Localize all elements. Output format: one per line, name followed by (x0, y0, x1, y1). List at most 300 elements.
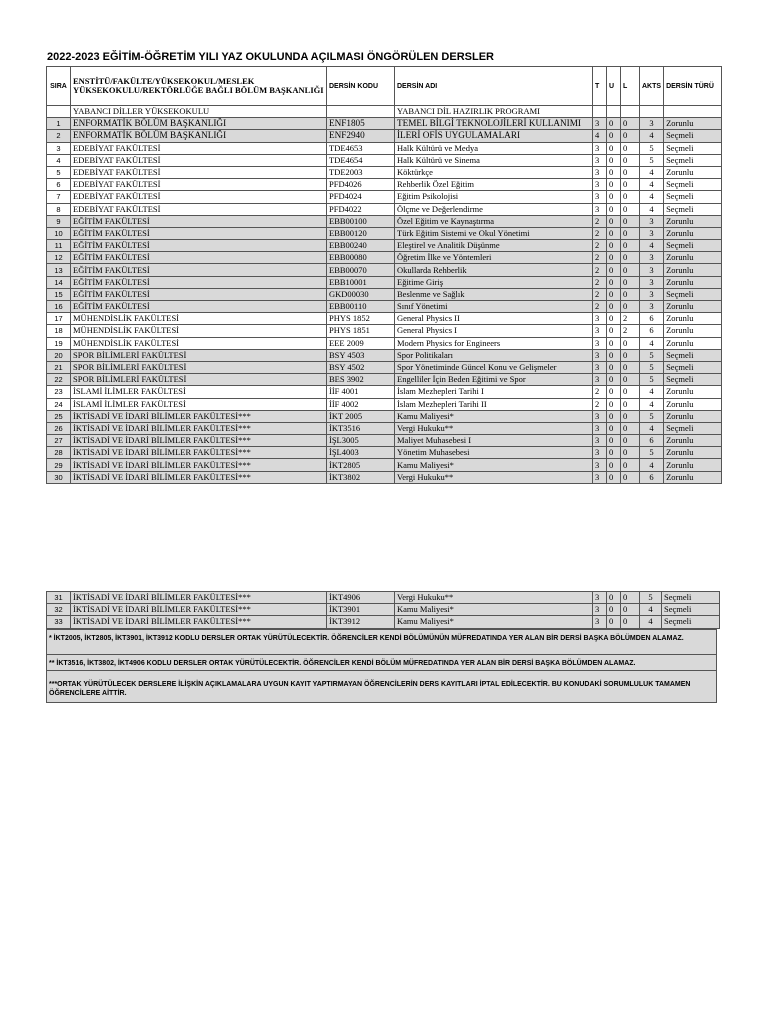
cell-name: Özel Eğitim ve Kaynaştırma (395, 215, 593, 227)
cell-name: Kamu Maliyesi* (395, 604, 593, 616)
cell-faculty: İKTİSADİ VE İDARİ BİLİMLER FAKÜLTESİ*** (71, 604, 327, 616)
cell-sira: 21 (47, 361, 71, 373)
cell-type: Seçmeli (664, 179, 722, 191)
table-row (47, 191, 722, 203)
table-row (47, 142, 722, 154)
cell-akts: 5 (640, 361, 664, 373)
cell-sira: 5 (47, 166, 71, 178)
table-row (47, 361, 722, 373)
cell-type: Seçmeli (662, 604, 720, 616)
cell-t: 3 (593, 459, 607, 471)
cell-l: 0 (621, 471, 640, 483)
table-row (47, 349, 722, 361)
cell-u: 0 (607, 616, 621, 628)
cell-name: Öğretim İlke ve Yöntemleri (395, 252, 593, 264)
cell-type: Zorunlu (664, 410, 722, 422)
cell-faculty: MÜHENDİSLİK FAKÜLTESİ (71, 325, 327, 337)
cell-name: Maliyet Muhasebesi I (395, 435, 593, 447)
table-row (47, 166, 722, 178)
cell-type: Seçmeli (664, 240, 722, 252)
cell-t: 3 (593, 179, 607, 191)
cell-code: EBB00120 (327, 227, 395, 239)
footnote-3: ***ORTAK YÜRÜTÜLECEK DERSLERE İLİŞKİN AÇIKLAMALARA UYGUN KAYIT YAPTIRMAYAN ÖĞRENCİLERİN DERS KAYITLARI İPTAL EDİLECEKTİR. BU KONUDAKİ SORUMLULUK TAMAMEN ÖĞRENCİLERE AİTTİR. (46, 671, 717, 703)
cell-faculty: EĞİTİM FAKÜLTESİ (71, 252, 327, 264)
cell-faculty: EDEBİYAT FAKÜLTESİ (71, 142, 327, 154)
col-header-l: L (621, 67, 640, 106)
cell-t: 3 (593, 410, 607, 422)
cell-u: 0 (607, 386, 621, 398)
cell-faculty: EDEBİYAT FAKÜLTESİ (71, 179, 327, 191)
cell-akts: 4 (640, 398, 664, 410)
cell-type: Seçmeli (664, 142, 722, 154)
cell-type: Zorunlu (664, 227, 722, 239)
cell-t: 2 (593, 240, 607, 252)
table-row (47, 386, 722, 398)
cell-t: 3 (593, 616, 607, 628)
cell-u: 0 (607, 130, 621, 142)
cell-code: İŞL3005 (327, 435, 395, 447)
cell-sira: 30 (47, 471, 71, 483)
cell-l: 0 (621, 447, 640, 459)
col-header-t: T (593, 67, 607, 106)
cell-akts: 6 (640, 325, 664, 337)
cell-t: 3 (593, 349, 607, 361)
cell-l: 0 (621, 386, 640, 398)
cell-sira: 18 (47, 325, 71, 337)
cell-u: 0 (607, 374, 621, 386)
cell-t: 3 (593, 166, 607, 178)
footnote-2: ** İKT3516, İKT3802, İKT4906 KODLU DERSLER ORTAK YÜRÜTÜLECEKTİR. ÖĞRENCİLER KENDİ BÖLÜM MÜFREDATINDA YER ALAN BİR DERSİ BAŞKA BÖLÜMDEN ALAMAZ. (46, 655, 717, 671)
cell-code: PFD4026 (327, 179, 395, 191)
cell-l: 0 (621, 398, 640, 410)
cell-l: 0 (621, 349, 640, 361)
col-header-name: DERSİN ADI (395, 67, 593, 106)
cell-u: 0 (607, 337, 621, 349)
cell-akts: 4 (640, 130, 664, 142)
cell-l: 0 (621, 337, 640, 349)
cell-l: 0 (621, 435, 640, 447)
cell-code: EBB00240 (327, 240, 395, 252)
cell-type: Zorunlu (664, 118, 722, 130)
cell-u: 0 (607, 288, 621, 300)
cell-t: 3 (593, 361, 607, 373)
cell-l: 0 (621, 227, 640, 239)
cell-code: EBB00110 (327, 301, 395, 313)
cell-type: Seçmeli (664, 191, 722, 203)
cell-type: Zorunlu (664, 166, 722, 178)
table-row (47, 398, 722, 410)
cell-code: PHYS 1852 (327, 313, 395, 325)
cell-t: 3 (593, 325, 607, 337)
cell-type: Seçmeli (664, 288, 722, 300)
cell-sira: 31 (47, 592, 71, 604)
cell-faculty: MÜHENDİSLİK FAKÜLTESİ (71, 337, 327, 349)
cell-t: 2 (593, 276, 607, 288)
cell-faculty: İKTİSADİ VE İDARİ BİLİMLER FAKÜLTESİ*** (71, 435, 327, 447)
cell-l: 0 (621, 264, 640, 276)
table-row (47, 616, 720, 628)
cell-u: 0 (607, 276, 621, 288)
cell-code: İKT3516 (327, 422, 395, 434)
cell-code: İİF 4002 (327, 398, 395, 410)
cell-akts: 4 (640, 337, 664, 349)
cell-name: İLERİ OFİS UYGULAMALARI (395, 130, 593, 142)
cell-t: 2 (593, 227, 607, 239)
cell-l: 0 (621, 616, 640, 628)
cell-t: 3 (593, 313, 607, 325)
cell-l: 0 (621, 154, 640, 166)
cell-sira: 29 (47, 459, 71, 471)
table-row (47, 301, 722, 313)
cell-akts: 6 (640, 471, 664, 483)
cell-l: 0 (621, 459, 640, 471)
table-row (47, 288, 722, 300)
cell-l: 0 (621, 288, 640, 300)
cell-sira: 14 (47, 276, 71, 288)
cell-l: 2 (621, 313, 640, 325)
cell-sira: 16 (47, 301, 71, 313)
cell-name: Eleştirel ve Analitik Düşünme (395, 240, 593, 252)
cell-name: Halk Kültürü ve Medya (395, 142, 593, 154)
cell-u: 0 (607, 435, 621, 447)
col-header-akts: AKTS (640, 67, 664, 106)
cell-u: 0 (607, 361, 621, 373)
col-header-faculty: ENSTİTÜ/FAKÜLTE/YÜKSEKOKUL/MESLEK YÜKSEKOKULU/REKTÖRLÜĞE BAĞLI BÖLÜM BAŞKANLIĞI (71, 67, 327, 106)
table-row (47, 240, 722, 252)
cell-name: Vergi Hukuku** (395, 592, 593, 604)
cell-akts: 5 (640, 592, 662, 604)
cell-name: Yönetim Muhasebesi (395, 447, 593, 459)
cell-u: 0 (607, 215, 621, 227)
cell-name: Kamu Maliyesi* (395, 459, 593, 471)
cell-sira: 10 (47, 227, 71, 239)
cell-u: 0 (607, 410, 621, 422)
courses-table (46, 66, 722, 484)
cell-type: Seçmeli (664, 154, 722, 166)
cell-u: 0 (607, 301, 621, 313)
cell-akts: 4 (640, 203, 664, 215)
cell-u: 0 (607, 154, 621, 166)
cell-u: 0 (607, 313, 621, 325)
cell-faculty: İKTİSADİ VE İDARİ BİLİMLER FAKÜLTESİ*** (71, 471, 327, 483)
cell-sira: 12 (47, 252, 71, 264)
table-row (47, 604, 720, 616)
cell-akts: 4 (640, 179, 664, 191)
cell-code: EBB00080 (327, 252, 395, 264)
cell-sira: 1 (47, 118, 71, 130)
cell-akts: 4 (640, 166, 664, 178)
cell-name: Modern Physics for Engineers (395, 337, 593, 349)
cell-sira: 6 (47, 179, 71, 191)
cell-akts: 3 (640, 276, 664, 288)
cell-faculty: SPOR BİLİMLERİ FAKÜLTESİ (71, 374, 327, 386)
cell-faculty: MÜHENDİSLİK FAKÜLTESİ (71, 313, 327, 325)
cell-code: TDE4654 (327, 154, 395, 166)
cell-t: 3 (593, 154, 607, 166)
cell-t: 2 (593, 398, 607, 410)
cell-sira: 22 (47, 374, 71, 386)
cell-type: Seçmeli (664, 203, 722, 215)
intro-name: YABANCI DİL HAZIRLIK PROGRAMI (395, 106, 593, 118)
cell-t: 3 (593, 191, 607, 203)
cell-name: Vergi Hukuku** (395, 422, 593, 434)
table-row (47, 410, 722, 422)
cell-faculty: ENFORMATİK BÖLÜM BAŞKANLIĞI (71, 118, 327, 130)
cell-type: Zorunlu (664, 276, 722, 288)
cell-l: 0 (621, 604, 640, 616)
cell-faculty: İKTİSADİ VE İDARİ BİLİMLER FAKÜLTESİ*** (71, 616, 327, 628)
cell-code: İKT3912 (327, 616, 395, 628)
cell-t: 3 (593, 422, 607, 434)
table-row (47, 130, 722, 142)
cell-u: 0 (607, 604, 621, 616)
cell-l: 0 (621, 276, 640, 288)
table-row (47, 276, 722, 288)
cell-name: General Physics II (395, 313, 593, 325)
cell-u: 0 (607, 447, 621, 459)
cell-l: 0 (621, 252, 640, 264)
cell-akts: 4 (640, 459, 664, 471)
cell-name: Engelliler İçin Beden Eğitimi ve Spor (395, 374, 593, 386)
cell-name: Eğitim Psikolojisi (395, 191, 593, 203)
table-row (47, 447, 722, 459)
cell-akts: 4 (640, 422, 664, 434)
cell-faculty: EĞİTİM FAKÜLTESİ (71, 215, 327, 227)
cell-type: Zorunlu (664, 435, 722, 447)
cell-type: Zorunlu (664, 471, 722, 483)
cell-u: 0 (607, 166, 621, 178)
cell-code: İİF 4001 (327, 386, 395, 398)
cell-t: 3 (593, 142, 607, 154)
cell-l: 0 (621, 422, 640, 434)
cell-faculty: EDEBİYAT FAKÜLTESİ (71, 154, 327, 166)
cell-u: 0 (607, 203, 621, 215)
cell-sira: 24 (47, 398, 71, 410)
cell-sira: 13 (47, 264, 71, 276)
cell-faculty: EDEBİYAT FAKÜLTESİ (71, 191, 327, 203)
cell-akts: 3 (640, 264, 664, 276)
col-header-code: DERSİN KODU (327, 67, 395, 106)
cell-faculty: EĞİTİM FAKÜLTESİ (71, 264, 327, 276)
cell-code: PFD4022 (327, 203, 395, 215)
cell-sira: 4 (47, 154, 71, 166)
cell-name: Ölçme ve Değerlendirme (395, 203, 593, 215)
cell-code: PHYS 1851 (327, 325, 395, 337)
cell-type: Zorunlu (664, 459, 722, 471)
cell-faculty: EDEBİYAT FAKÜLTESİ (71, 166, 327, 178)
table-row (47, 337, 722, 349)
cell-sira: 33 (47, 616, 71, 628)
cell-akts: 3 (640, 215, 664, 227)
cell-l: 0 (621, 361, 640, 373)
cell-code: BSY 4503 (327, 349, 395, 361)
cell-t: 2 (593, 215, 607, 227)
cell-akts: 4 (640, 191, 664, 203)
cell-name: Okullarda Rehberlik (395, 264, 593, 276)
table-row (47, 435, 722, 447)
cell-faculty: EĞİTİM FAKÜLTESİ (71, 288, 327, 300)
cell-faculty: İKTİSADİ VE İDARİ BİLİMLER FAKÜLTESİ*** (71, 459, 327, 471)
cell-akts: 5 (640, 374, 664, 386)
cell-akts: 4 (640, 616, 662, 628)
cell-sira: 15 (47, 288, 71, 300)
cell-sira: 28 (47, 447, 71, 459)
cell-name: Rehberlik Özel Eğitim (395, 179, 593, 191)
cell-akts: 5 (640, 142, 664, 154)
cell-u: 0 (607, 240, 621, 252)
header-row (47, 67, 722, 106)
cell-t: 2 (593, 386, 607, 398)
cell-t: 4 (593, 130, 607, 142)
cell-type: Seçmeli (662, 616, 720, 628)
cell-name: İslam Mezhepleri Tarihi II (395, 398, 593, 410)
col-header-sira: SIRA (47, 67, 71, 106)
table-row (47, 459, 722, 471)
cell-u: 0 (607, 252, 621, 264)
table-row (47, 252, 722, 264)
cell-sira: 32 (47, 604, 71, 616)
cell-type: Seçmeli (664, 374, 722, 386)
cell-u: 0 (607, 422, 621, 434)
cell-akts: 4 (640, 240, 664, 252)
cell-code: EBB00100 (327, 215, 395, 227)
table-row (47, 154, 722, 166)
cell-faculty: EDEBİYAT FAKÜLTESİ (71, 203, 327, 215)
cell-l: 0 (621, 410, 640, 422)
cell-faculty: İSLAMİ İLİMLER FAKÜLTESİ (71, 386, 327, 398)
cell-u: 0 (607, 459, 621, 471)
cell-t: 3 (593, 203, 607, 215)
intro-row (47, 106, 722, 118)
cell-sira: 27 (47, 435, 71, 447)
cell-akts: 3 (640, 252, 664, 264)
cell-name: General Physics I (395, 325, 593, 337)
cell-name: Spor Yönetiminde Güncel Konu ve Gelişmeler (395, 361, 593, 373)
cell-faculty: İSLAMİ İLİMLER FAKÜLTESİ (71, 398, 327, 410)
cell-faculty: İKTİSADİ VE İDARİ BİLİMLER FAKÜLTESİ*** (71, 447, 327, 459)
cell-faculty: İKTİSADİ VE İDARİ BİLİMLER FAKÜLTESİ*** (71, 410, 327, 422)
cell-code: BSY 4502 (327, 361, 395, 373)
cell-akts: 5 (640, 410, 664, 422)
cell-sira: 19 (47, 337, 71, 349)
cell-type: Seçmeli (664, 349, 722, 361)
cell-sira: 25 (47, 410, 71, 422)
intro-sira (47, 106, 71, 118)
cell-t: 3 (593, 592, 607, 604)
cell-type: Zorunlu (664, 325, 722, 337)
cell-type: Seçmeli (662, 592, 720, 604)
cell-faculty: SPOR BİLİMLERİ FAKÜLTESİ (71, 349, 327, 361)
cell-name: Türk Eğitim Sistemi ve Okul Yönetimi (395, 227, 593, 239)
cell-name: Halk Kültürü ve Sinema (395, 154, 593, 166)
cell-sira: 20 (47, 349, 71, 361)
cell-code: ENF2940 (327, 130, 395, 142)
cell-l: 2 (621, 325, 640, 337)
cell-akts: 4 (640, 386, 664, 398)
cell-akts: 6 (640, 313, 664, 325)
cell-akts: 5 (640, 154, 664, 166)
table-row (47, 203, 722, 215)
cell-faculty: İKTİSADİ VE İDARİ BİLİMLER FAKÜLTESİ*** (71, 422, 327, 434)
cell-code: EBB00070 (327, 264, 395, 276)
cell-type: Seçmeli (664, 130, 722, 142)
cell-l: 0 (621, 592, 640, 604)
cell-u: 0 (607, 471, 621, 483)
table-row (47, 215, 722, 227)
cell-u: 0 (607, 227, 621, 239)
cell-akts: 5 (640, 447, 664, 459)
cell-t: 3 (593, 118, 607, 130)
cell-t: 3 (593, 471, 607, 483)
footnote-1: * İKT2005, İKT2805, İKT3901, İKT3912 KODLU DERSLER ORTAK YÜRÜTÜLECEKTİR. ÖĞRENCİLER KENDİ BÖLÜMÜNÜN MÜFREDATINDA YER ALAN BİR DERSİ BAŞKA BÖLÜMDEN ALAMAZ. (46, 629, 717, 655)
cell-l: 0 (621, 301, 640, 313)
cell-t: 2 (593, 301, 607, 313)
cell-u: 0 (607, 191, 621, 203)
cell-l: 0 (621, 130, 640, 142)
cell-code: GKD00030 (327, 288, 395, 300)
page-title: 2022-2023 EĞİTİM-ÖĞRETİM YILI YAZ OKULUNDA AÇILMASI ÖNGÖRÜLEN DERSLER (47, 51, 494, 63)
table-row (47, 592, 720, 604)
cell-faculty: İKTİSADİ VE İDARİ BİLİMLER FAKÜLTESİ*** (71, 592, 327, 604)
cell-sira: 9 (47, 215, 71, 227)
cell-akts: 3 (640, 301, 664, 313)
cell-code: TDE4653 (327, 142, 395, 154)
table-row (47, 227, 722, 239)
cell-t: 2 (593, 288, 607, 300)
cell-code: İKT2805 (327, 459, 395, 471)
cell-code: ENF1805 (327, 118, 395, 130)
cell-u: 0 (607, 592, 621, 604)
cell-name: Spor Politikaları (395, 349, 593, 361)
cell-type: Seçmeli (664, 422, 722, 434)
cell-sira: 11 (47, 240, 71, 252)
cell-type: Zorunlu (664, 215, 722, 227)
cell-faculty: ENFORMATİK BÖLÜM BAŞKANLIĞI (71, 130, 327, 142)
cell-u: 0 (607, 264, 621, 276)
cell-l: 0 (621, 374, 640, 386)
cell-u: 0 (607, 179, 621, 191)
cell-l: 0 (621, 179, 640, 191)
cell-t: 3 (593, 604, 607, 616)
cell-sira: 23 (47, 386, 71, 398)
cell-l: 0 (621, 142, 640, 154)
table-row (47, 325, 722, 337)
table-row (47, 118, 722, 130)
cell-type: Zorunlu (664, 264, 722, 276)
cell-code: İKT 2005 (327, 410, 395, 422)
table-row (47, 179, 722, 191)
table-row (47, 422, 722, 434)
cell-akts: 3 (640, 118, 664, 130)
table-row (47, 374, 722, 386)
cell-code: PFD4024 (327, 191, 395, 203)
cell-name: TEMEL BİLGİ TEKNOLOJİLERİ KULLANIMI (395, 118, 593, 130)
col-header-u: U (607, 67, 621, 106)
cell-faculty: EĞİTİM FAKÜLTESİ (71, 276, 327, 288)
cell-l: 0 (621, 118, 640, 130)
cell-name: Vergi Hukuku** (395, 471, 593, 483)
cell-u: 0 (607, 349, 621, 361)
cell-t: 3 (593, 337, 607, 349)
cell-type: Zorunlu (664, 252, 722, 264)
cell-name: Kamu Maliyesi* (395, 616, 593, 628)
cell-l: 0 (621, 240, 640, 252)
cell-akts: 3 (640, 288, 664, 300)
table-row (47, 471, 722, 483)
courses-table-continued (46, 591, 720, 629)
cell-sira: 7 (47, 191, 71, 203)
table-row (47, 264, 722, 276)
